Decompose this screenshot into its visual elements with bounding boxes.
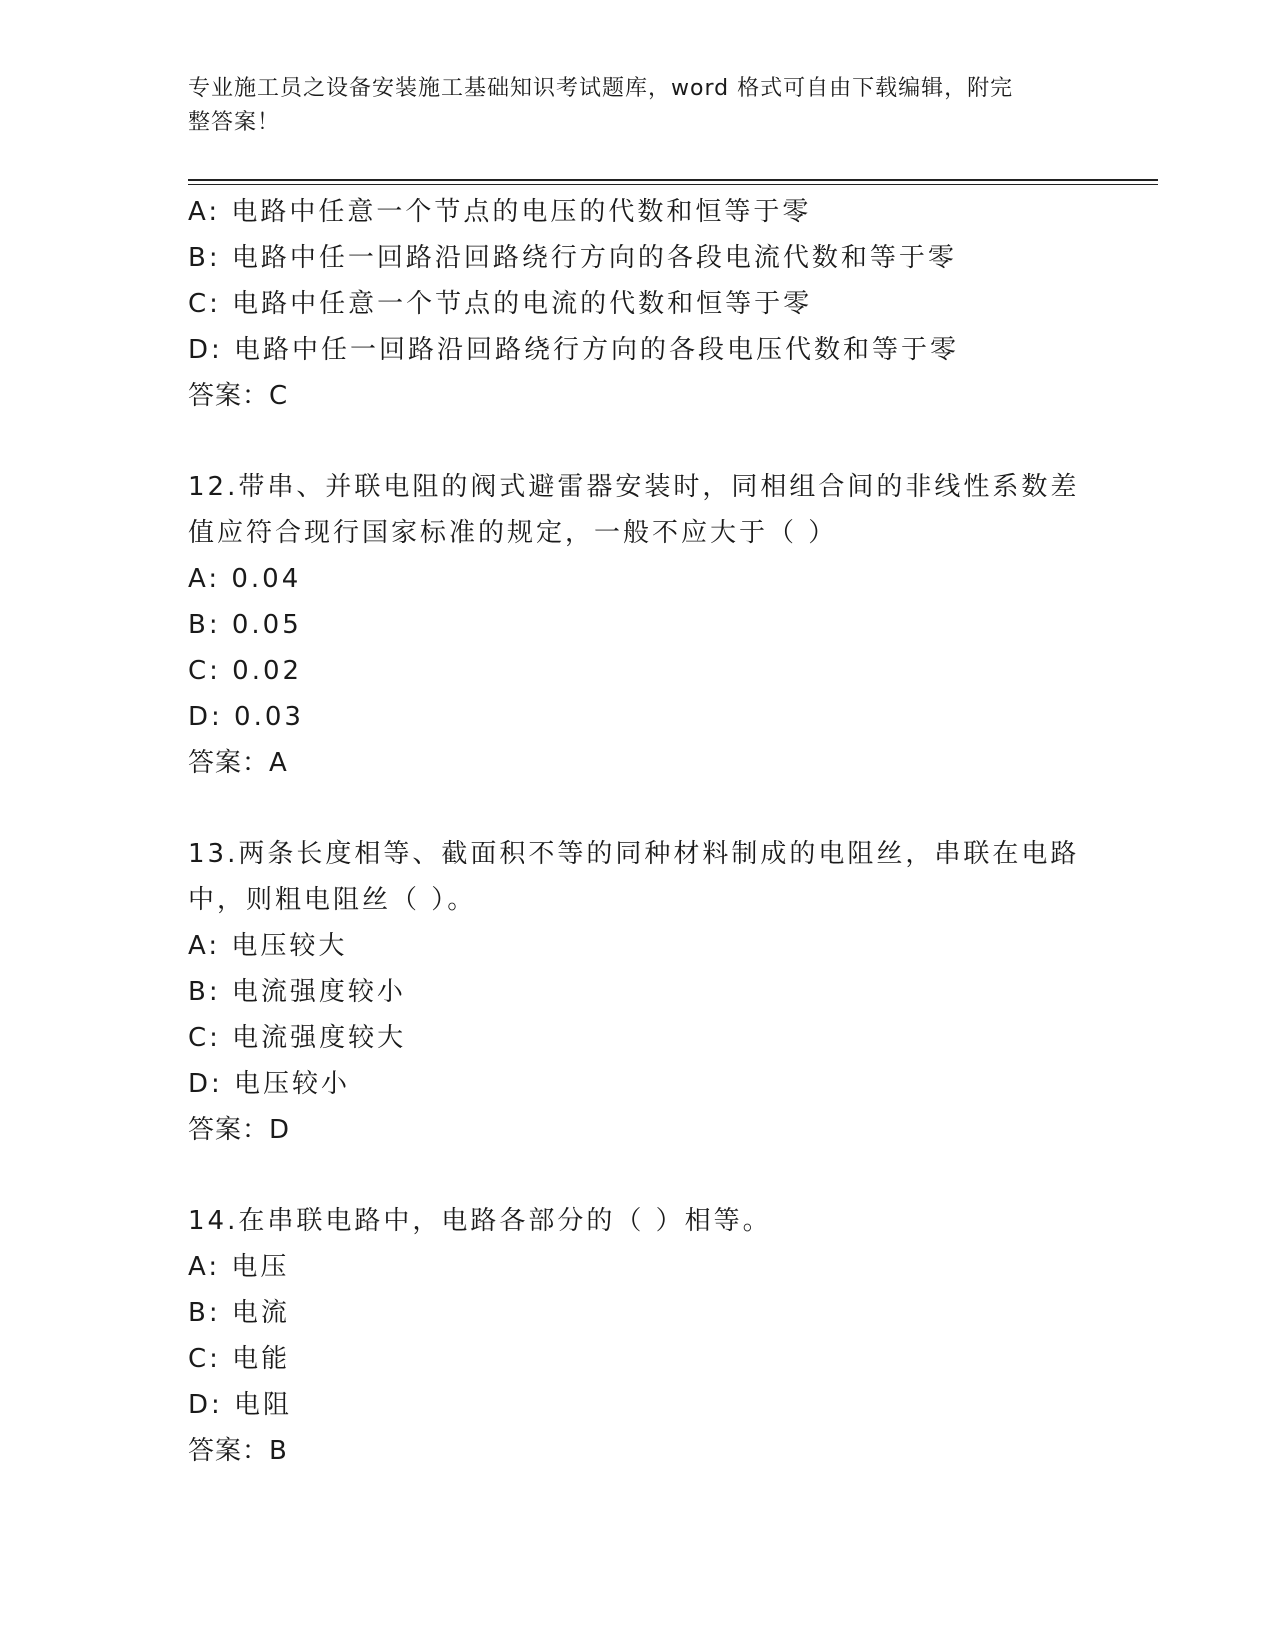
- question-stem-line: 14.在串联电路中，电路各部分的（ ）相等。: [188, 1206, 772, 1236]
- option-a: A: 电压较大: [188, 931, 348, 961]
- header-line-1: 专业施工员之设备安装施工基础知识考试题库，word 格式可自由下载编辑，附完: [188, 76, 1014, 101]
- answer-line: 答案：C: [188, 381, 289, 411]
- answer-line: 答案：B: [188, 1436, 288, 1466]
- option-a: A: 电路中任意一个节点的电压的代数和恒等于零: [188, 197, 812, 227]
- option-b: B: 电流: [188, 1298, 290, 1328]
- option-c: C: 电流强度较大: [188, 1023, 407, 1053]
- question-stem-line: 13.两条长度相等、截面积不等的同种材料制成的电阻丝，串联在电路: [188, 839, 1080, 869]
- option-b: B: 电流强度较小: [188, 977, 406, 1007]
- option-c: C: 电能: [188, 1344, 291, 1374]
- option-c: C: 电路中任意一个节点的电流的代数和恒等于零: [188, 289, 813, 319]
- header-divider-thin: [188, 184, 1158, 185]
- header-divider-thick: [188, 179, 1158, 181]
- question-13: [188, 831, 1088, 1153]
- question-stem-line: 值应符合现行国家标准的规定，一般不应大于（ ）: [188, 518, 838, 548]
- option-d: D: 电压较小: [188, 1069, 351, 1099]
- header-line-2: 整答案！: [188, 110, 281, 135]
- question-stem-line: 中，则粗电阻丝（ ）。: [188, 885, 477, 915]
- answer-line: 答案：D: [188, 1115, 291, 1145]
- option-a: A: 0.04: [188, 564, 302, 594]
- answer-line: 答案：A: [188, 748, 288, 778]
- option-d: D: 电路中任一回路沿回路绕行方向的各段电压代数和等于零: [188, 335, 960, 365]
- question-14: [188, 1198, 1088, 1474]
- question-11-continued: [188, 189, 1088, 419]
- option-b: B: 0.05: [188, 610, 302, 640]
- question-stem-line: 12.带串、并联电阻的阀式避雷器安装时，同相组合间的非线性系数差: [188, 472, 1080, 502]
- question-content: [188, 189, 1088, 1474]
- option-a: A: 电压: [188, 1252, 290, 1282]
- document-header: [188, 72, 1068, 140]
- question-12: [188, 464, 1088, 786]
- option-b: B: 电路中任一回路沿回路绕行方向的各段电流代数和等于零: [188, 243, 957, 273]
- option-d: D: 0.03: [188, 702, 304, 732]
- option-c: C: 0.02: [188, 656, 303, 686]
- option-d: D: 电阻: [188, 1390, 293, 1420]
